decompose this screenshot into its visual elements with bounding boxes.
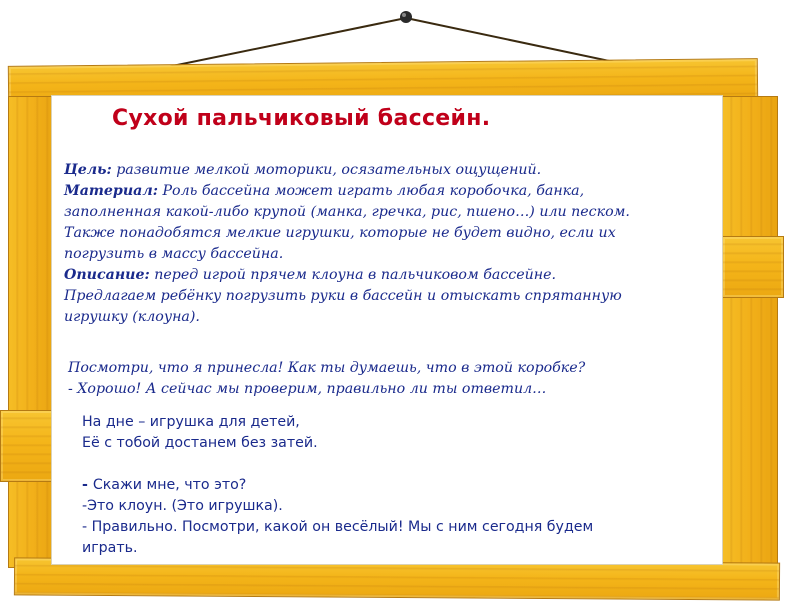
material-line-2: заполненная какой-либо крупой (манка, гречка, рис, пшено…) или песком. bbox=[64, 204, 630, 220]
poem-line-5: - Правильно. Посмотри, какой он весёлый! Мы с ним сегодня будем bbox=[82, 519, 594, 535]
page-title: Сухой пальчиковый бассейн. bbox=[112, 106, 491, 131]
description-line-2: Предлагаем ребёнку погрузить руки в бассейн и отыскать спрятанную bbox=[64, 288, 622, 304]
description-label: Описание: bbox=[64, 267, 150, 283]
poem-gap bbox=[82, 454, 722, 475]
poem-line-6: играть. bbox=[82, 540, 138, 556]
right-side-plank bbox=[722, 236, 784, 298]
material-label: Материал: bbox=[64, 183, 158, 199]
right-plank bbox=[722, 96, 778, 568]
material-line-3: Также понадобятся мелкие игрушки, которые не будет видно, если их bbox=[64, 225, 616, 241]
poem-block bbox=[82, 412, 722, 559]
goal-label: Цель: bbox=[64, 162, 112, 178]
content-panel bbox=[52, 96, 722, 564]
dialog-block bbox=[68, 358, 708, 400]
description-line: Описание: перед игрой прячем клоуна в пальчиковом бассейне. bbox=[64, 267, 557, 283]
nail-icon bbox=[400, 11, 412, 23]
material-line-4: погрузить в массу бассейна. bbox=[64, 246, 284, 262]
dialog-line-1: Посмотри, что я принесла! Как ты думаешь, что в этой коробке? bbox=[68, 360, 586, 376]
goal-line: Цель: развитие мелкой моторики, осязательных ощущений. bbox=[64, 162, 542, 178]
poem-line-3: - Скажи мне, что это? bbox=[82, 477, 247, 493]
dialog-line-2: - Хорошо! А сейчас мы проверим, правильно ли ты ответил… bbox=[68, 381, 547, 397]
poem-line-1: На дне – игрушка для детей, bbox=[82, 414, 300, 430]
description-line-3: игрушку (клоуна). bbox=[64, 309, 200, 325]
left-plank bbox=[8, 96, 56, 568]
material-line: Материал: Роль бассейна может играть любая коробочка, банка, bbox=[64, 183, 585, 199]
description-block bbox=[64, 160, 724, 328]
poem-line-4: -Это клоун. (Это игрушка). bbox=[82, 498, 283, 514]
poem-line-2: Её с тобой достанем без затей. bbox=[82, 435, 318, 451]
